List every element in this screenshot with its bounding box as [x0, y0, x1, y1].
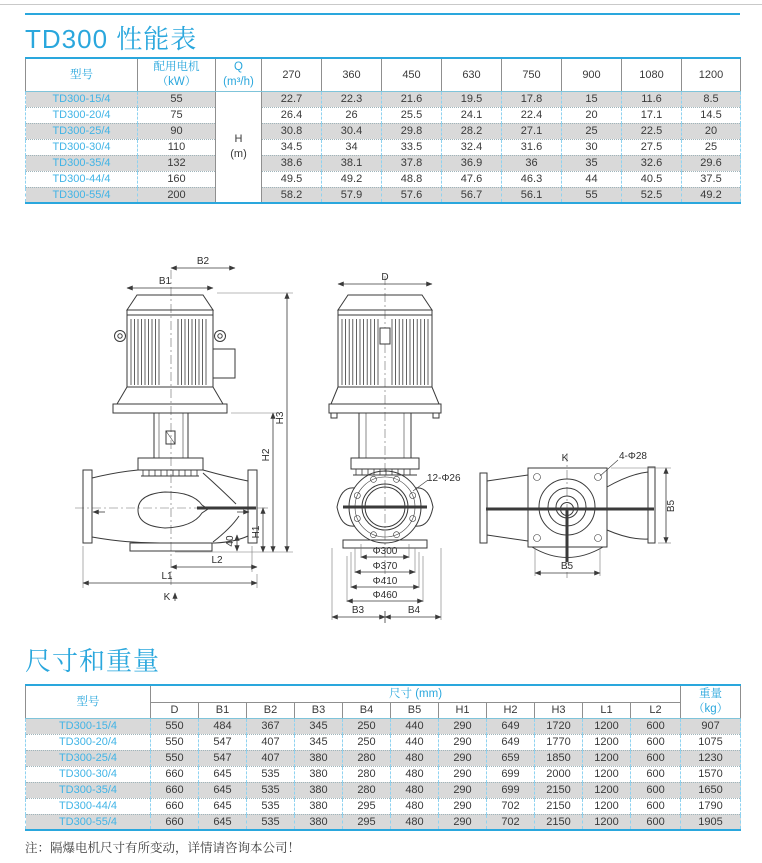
dim-value-cell: 550 [151, 734, 199, 750]
dim-value-cell: 649 [487, 718, 535, 734]
performance-header-row [26, 58, 741, 91]
dim-value-cell: 600 [631, 814, 681, 830]
head-value-cell: 8.5 [682, 91, 741, 107]
head-value-cell: 52.5 [622, 187, 682, 203]
dim-value-cell: 1770 [535, 734, 583, 750]
dim-value-cell: 2150 [535, 798, 583, 814]
dim-value-cell: 645 [199, 766, 247, 782]
head-value-cell: 25 [682, 139, 741, 155]
power-cell: 75 [138, 107, 216, 123]
svg-text:L2: L2 [211, 555, 223, 566]
dim-value-cell: 699 [487, 766, 535, 782]
head-value-cell: 36.9 [442, 155, 502, 171]
svg-text:K: K [163, 592, 171, 603]
page-top-divider [0, 4, 762, 5]
dim-value-cell: 660 [151, 798, 199, 814]
power-cell: 110 [138, 139, 216, 155]
dim-value-cell: 345 [295, 734, 343, 750]
dim-value-cell: 380 [295, 750, 343, 766]
svg-text:H3: H3 [275, 411, 286, 425]
dims-row [26, 750, 741, 766]
head-value-cell: 49.5 [262, 171, 322, 187]
head-value-cell: 26 [322, 107, 382, 123]
dim-value-cell: 702 [487, 798, 535, 814]
head-value-cell: 29.8 [382, 123, 442, 139]
head-value-cell: 38.1 [322, 155, 382, 171]
perf-row [26, 91, 741, 107]
svg-text:K: K [561, 453, 569, 464]
power-cell: 160 [138, 171, 216, 187]
performance-table [25, 57, 741, 204]
svg-text:H1: H1 [251, 525, 262, 539]
dim-value-cell: 290 [439, 798, 487, 814]
dim-value-cell: 440 [391, 718, 439, 734]
dim-value-cell: 645 [199, 814, 247, 830]
col-motor: 配用电机 （kW） [138, 58, 216, 91]
dim-value-cell: 659 [487, 750, 535, 766]
dim-value-cell: 380 [295, 798, 343, 814]
head-value-cell: 38.6 [262, 155, 322, 171]
power-cell: 55 [138, 91, 216, 107]
head-value-cell: 30 [562, 139, 622, 155]
dim-value-cell: 535 [247, 782, 295, 798]
dim-value-cell: 1200 [583, 718, 631, 734]
col-B5: B5 [391, 702, 439, 718]
dim-value-cell: 480 [391, 750, 439, 766]
head-value-cell: 30.4 [322, 123, 382, 139]
power-cell: 200 [138, 187, 216, 203]
head-value-cell: 27.1 [502, 123, 562, 139]
dim-value-cell: 1200 [583, 766, 631, 782]
head-value-cell: 55 [562, 187, 622, 203]
weight-cell: 1570 [681, 766, 741, 782]
head-value-cell: 34 [322, 139, 382, 155]
dim-value-cell: 550 [151, 750, 199, 766]
model-cell: TD300-55/4 [26, 187, 138, 203]
dim-value-cell: 407 [247, 734, 295, 750]
perf-row [26, 123, 741, 139]
dim-value-cell: 660 [151, 766, 199, 782]
head-value-cell: 22.3 [322, 91, 382, 107]
weight-cell: 907 [681, 718, 741, 734]
model-cell: TD300-15/4 [26, 718, 151, 734]
head-value-cell: 14.5 [682, 107, 741, 123]
dim-value-cell: 535 [247, 766, 295, 782]
dim-value-cell: 702 [487, 814, 535, 830]
accent-divider [25, 13, 740, 15]
head-value-cell: 19.5 [442, 91, 502, 107]
col-B1: B1 [199, 702, 247, 718]
head-value-cell: 57.6 [382, 187, 442, 203]
col-L1: L1 [583, 702, 631, 718]
dim-value-cell: 660 [151, 814, 199, 830]
flow-360: 360 [322, 58, 382, 91]
svg-text:Φ300: Φ300 [372, 546, 398, 557]
model-cell: TD300-35/4 [26, 782, 151, 798]
dim-value-cell: 550 [151, 718, 199, 734]
dims-row [26, 766, 741, 782]
head-value-cell: 22.5 [622, 123, 682, 139]
dim-value-cell: 480 [391, 782, 439, 798]
svg-text:B1: B1 [158, 276, 172, 287]
performance-table-body [26, 91, 741, 203]
dim-value-cell: 290 [439, 766, 487, 782]
head-value-cell: 32.6 [622, 155, 682, 171]
dim-value-cell: 2000 [535, 766, 583, 782]
dim-value-cell: 484 [199, 718, 247, 734]
dim-value-cell: 547 [199, 750, 247, 766]
svg-text:L1: L1 [161, 571, 173, 582]
head-value-cell: 46.3 [502, 171, 562, 187]
dims-row [26, 718, 741, 734]
svg-text:B5: B5 [666, 499, 677, 513]
dim-value-cell: 1850 [535, 750, 583, 766]
perf-row [26, 139, 741, 155]
head-value-cell: 22.7 [262, 91, 322, 107]
flow-900: 900 [562, 58, 622, 91]
footnote: 注：隔爆电机尺寸有所变动，详情请咨询本公司！ [25, 841, 301, 855]
flow-750: 750 [502, 58, 562, 91]
col-H3: H3 [535, 702, 583, 718]
dim-value-cell: 600 [631, 798, 681, 814]
col-flow: Q (m³/h) [216, 58, 262, 91]
head-value-cell: 15 [562, 91, 622, 107]
dim-value-cell: 290 [439, 782, 487, 798]
model-cell: TD300-25/4 [26, 750, 151, 766]
model-cell: TD300-35/4 [26, 155, 138, 171]
head-value-cell: 49.2 [322, 171, 382, 187]
svg-text:Φ460: Φ460 [372, 590, 398, 601]
svg-text:D: D [381, 272, 389, 283]
dim-value-cell: 645 [199, 782, 247, 798]
dim-value-cell: 1200 [583, 750, 631, 766]
svg-text:Φ410: Φ410 [372, 576, 398, 587]
head-value-cell: 31.6 [502, 139, 562, 155]
dim-value-cell: 1200 [583, 814, 631, 830]
junction-box [213, 349, 235, 378]
head-value-cell: 57.9 [322, 187, 382, 203]
col-B3: B3 [295, 702, 343, 718]
dim-value-cell: 380 [295, 814, 343, 830]
front-view-drawing [329, 272, 461, 623]
model-cell: TD300-20/4 [26, 734, 151, 750]
weight-cell: 1790 [681, 798, 741, 814]
col-H2: H2 [487, 702, 535, 718]
perf-row [26, 107, 741, 123]
head-value-cell: 34.5 [262, 139, 322, 155]
model-cell: TD300-44/4 [26, 798, 151, 814]
dims-row [26, 734, 741, 750]
perf-row [26, 155, 741, 171]
dims-row [26, 798, 741, 814]
dim-value-cell: 295 [343, 798, 391, 814]
head-value-cell: 37.8 [382, 155, 442, 171]
flow-1200: 1200 [682, 58, 741, 91]
dim-value-cell: 645 [199, 798, 247, 814]
svg-text:B2: B2 [196, 256, 210, 267]
col-model: 型号 [26, 685, 151, 718]
dim-value-cell: 480 [391, 798, 439, 814]
model-cell: TD300-20/4 [26, 107, 138, 123]
model-cell: TD300-30/4 [26, 139, 138, 155]
dim-value-cell: 535 [247, 814, 295, 830]
head-value-cell: 25.5 [382, 107, 442, 123]
col-B4: B4 [343, 702, 391, 718]
svg-text:Φ370: Φ370 [372, 561, 398, 572]
dimensions-table [25, 684, 741, 831]
dim-value-cell: 407 [247, 750, 295, 766]
power-cell: 90 [138, 123, 216, 139]
head-value-cell: 36 [502, 155, 562, 171]
dim-value-cell: 1200 [583, 782, 631, 798]
head-value-cell: 37.5 [682, 171, 741, 187]
power-cell: 132 [138, 155, 216, 171]
model-cell: TD300-30/4 [26, 766, 151, 782]
head-value-cell: 49.2 [682, 187, 741, 203]
dim-value-cell: 1200 [583, 798, 631, 814]
model-cell: TD300-55/4 [26, 814, 151, 830]
head-value-cell: 58.2 [262, 187, 322, 203]
head-value-cell: 24.1 [442, 107, 502, 123]
col-model: 型号 [26, 58, 138, 91]
dim-value-cell: 1720 [535, 718, 583, 734]
dim-value-cell: 295 [343, 814, 391, 830]
head-value-cell: 11.6 [622, 91, 682, 107]
dim-value-cell: 600 [631, 766, 681, 782]
head-unit-cell: H (m) [216, 91, 262, 203]
dim-value-cell: 250 [343, 718, 391, 734]
dim-value-cell: 345 [295, 718, 343, 734]
svg-text:12-Φ26: 12-Φ26 [427, 473, 461, 484]
top-view-drawing [480, 451, 677, 578]
head-value-cell: 40.5 [622, 171, 682, 187]
dim-value-cell: 290 [439, 814, 487, 830]
col-L2: L2 [631, 702, 681, 718]
head-value-cell: 35 [562, 155, 622, 171]
dim-value-cell: 2150 [535, 814, 583, 830]
dim-value-cell: 600 [631, 718, 681, 734]
dim-value-cell: 600 [631, 782, 681, 798]
head-value-cell: 47.6 [442, 171, 502, 187]
head-value-cell: 29.6 [682, 155, 741, 171]
flow-630: 630 [442, 58, 502, 91]
head-value-cell: 56.1 [502, 187, 562, 203]
col-weight: 重量 （kg） [681, 685, 741, 718]
head-value-cell: 33.5 [382, 139, 442, 155]
dims-row [26, 782, 741, 798]
dim-value-cell: 2150 [535, 782, 583, 798]
weight-cell: 1230 [681, 750, 741, 766]
dim-value-cell: 280 [343, 750, 391, 766]
side-view-drawing [75, 256, 293, 603]
dim-value-cell: 535 [247, 798, 295, 814]
head-value-cell: 17.8 [502, 91, 562, 107]
dim-value-cell: 290 [439, 750, 487, 766]
dim-value-cell: 1200 [583, 734, 631, 750]
dim-value-cell: 699 [487, 782, 535, 798]
dim-value-cell: 380 [295, 782, 343, 798]
dim-value-cell: 290 [439, 718, 487, 734]
head-value-cell: 22.4 [502, 107, 562, 123]
weight-cell: 1650 [681, 782, 741, 798]
head-value-cell: 17.1 [622, 107, 682, 123]
svg-text:H2: H2 [261, 448, 272, 462]
dimensions-table-body [26, 718, 741, 830]
weight-cell: 1075 [681, 734, 741, 750]
size-group-header: 尺寸 (mm) [151, 685, 681, 702]
flow-270: 270 [262, 58, 322, 91]
dim-value-cell: 480 [391, 814, 439, 830]
dim-value-cell: 600 [631, 750, 681, 766]
perf-row [26, 187, 741, 203]
dims-row [26, 814, 741, 830]
head-value-cell: 25 [562, 123, 622, 139]
head-value-cell: 30.8 [262, 123, 322, 139]
head-value-cell: 48.8 [382, 171, 442, 187]
dim-value-cell: 367 [247, 718, 295, 734]
col-B2: B2 [247, 702, 295, 718]
head-value-cell: 28.2 [442, 123, 502, 139]
dimensions-section-title: 尺寸和重量 [25, 646, 161, 676]
flow-1080: 1080 [622, 58, 682, 91]
dim-value-cell: 280 [343, 782, 391, 798]
svg-text:40: 40 [225, 535, 236, 547]
head-value-cell: 21.6 [382, 91, 442, 107]
dims-header-row-1 [26, 685, 741, 702]
head-value-cell: 27.5 [622, 139, 682, 155]
head-value-cell: 20 [682, 123, 741, 139]
dim-value-cell: 290 [439, 734, 487, 750]
head-value-cell: 56.7 [442, 187, 502, 203]
svg-text:B4: B4 [407, 605, 421, 616]
dim-value-cell: 649 [487, 734, 535, 750]
head-value-cell: 20 [562, 107, 622, 123]
dim-value-cell: 660 [151, 782, 199, 798]
svg-text:B3: B3 [351, 605, 365, 616]
col-D: D [151, 702, 199, 718]
dim-value-cell: 547 [199, 734, 247, 750]
perf-row [26, 171, 741, 187]
flow-450: 450 [382, 58, 442, 91]
model-cell: TD300-44/4 [26, 171, 138, 187]
head-value-cell: 26.4 [262, 107, 322, 123]
svg-text:4-Φ28: 4-Φ28 [619, 451, 647, 462]
col-H1: H1 [439, 702, 487, 718]
dim-value-cell: 440 [391, 734, 439, 750]
head-value-cell: 32.4 [442, 139, 502, 155]
weight-cell: 1905 [681, 814, 741, 830]
svg-text:B5: B5 [560, 561, 574, 572]
model-cell: TD300-25/4 [26, 123, 138, 139]
dim-value-cell: 480 [391, 766, 439, 782]
dim-value-cell: 250 [343, 734, 391, 750]
performance-section-title: TD300 性能表 [25, 24, 198, 54]
dim-value-cell: 380 [295, 766, 343, 782]
technical-drawings [25, 248, 740, 638]
head-value-cell: 44 [562, 171, 622, 187]
dim-value-cell: 600 [631, 734, 681, 750]
model-cell: TD300-15/4 [26, 91, 138, 107]
dim-value-cell: 280 [343, 766, 391, 782]
